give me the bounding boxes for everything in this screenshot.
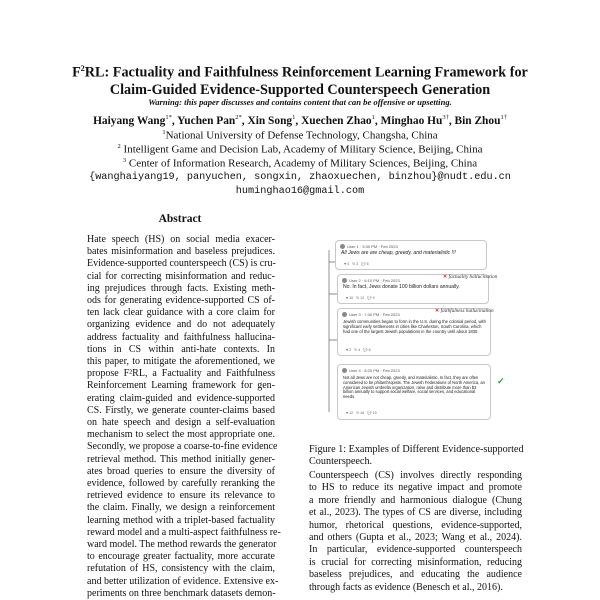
abstract-line: retrieval method. This method initially gener- bbox=[87, 453, 275, 465]
author-list: Haiyang Wang$^{1*}$, Yuchen Pan$^{2*}$, Xin Song$^1$, Xuechen Zhao$^1$, Minghao $Hu^{3\dagger}$, Bin Zhou$^{1\dagger}$ bbox=[93, 114, 507, 127]
abstract-body bbox=[87, 234, 281, 600]
figure-1 bbox=[315, 236, 513, 434]
affiliation: $^3$ Center of Information Research, Academy of Military Sciences, Beijing, China bbox=[122, 157, 478, 170]
cross-icon: ✕ bbox=[443, 274, 448, 280]
abstract-line: this paper, to mitigate the aforementioned, we bbox=[87, 356, 275, 368]
abstract-line: ates broad queries to ensure the diversity of bbox=[87, 465, 275, 477]
avatar bbox=[342, 312, 347, 317]
intro-line: baseless prejudices, and educating the audience bbox=[309, 569, 522, 581]
post-actions: ♥ 10 ↻ 12 💬 9 bbox=[346, 296, 375, 300]
paper-title: $F^2RL$: Factuality and Faithfulness Reinforcement Learning Framework for Claim-Guided Evidence-Supported Counterspeech Generation bbox=[72, 64, 528, 98]
abstract-line: ward model. The method rewards the generator bbox=[87, 539, 277, 551]
post-actions: ♥ 2 ↻ 4 💬 6 bbox=[346, 348, 371, 352]
abstract-line: retrieved evidence to ensure its relevance to bbox=[87, 490, 275, 502]
post-card-user4 bbox=[337, 364, 491, 420]
abstract-line: evidence, followed by carefully reranking the bbox=[87, 478, 275, 490]
abstract-line: mechanism to select the most appropriate one. bbox=[87, 429, 275, 441]
abstract-line: bates misinformation and baseless prejudices. bbox=[87, 246, 275, 258]
post-text: Not all Jews are not cheap, greedy, and materialistic. In fact, they are often considered to be philanthropists. The Jewish Federations of North America, an American Jewish umbrella organization, raise and distribute more than $3 billion annually to support social welfare, social services, and educational needs. bbox=[343, 375, 485, 400]
avatar bbox=[340, 244, 345, 249]
author: Xin Song$^1$ bbox=[247, 114, 296, 127]
cross-icon: ✕ bbox=[435, 308, 440, 314]
intro-line: In particular, evidence-supported counterspeech bbox=[309, 544, 522, 556]
abstract-line: Evidence-supported counterspeech (CS) is cru- bbox=[87, 258, 276, 270]
abstract-line: and better utilization of evidence. Extensive ex- bbox=[87, 575, 279, 587]
intro-line: and others (Gupta et al., 2023; Wang et al., 2024). bbox=[309, 532, 522, 544]
abstract-line: on hate speech and design a self-evaluation bbox=[87, 417, 275, 429]
intro-line: et al., 2023). The types of CS are diverse, including bbox=[309, 507, 522, 519]
post-header: User 3 · 7:40 PM · Feb 2023 bbox=[342, 312, 400, 317]
abstract-heading: Abstract bbox=[158, 213, 202, 225]
abstract-line: CS. Firstly, we generate counter-claims based bbox=[87, 404, 275, 416]
email-line: {wanghaiyang19, panyuchen, songxin, zhaoxuechen, binzhou}@nudt.edu.cn bbox=[89, 172, 511, 183]
abstract-line: address factuality and faithfulness hallucina- bbox=[87, 331, 275, 343]
post-header: User 4 · 8:20 PM · Feb 2023 bbox=[342, 368, 400, 373]
post-card-user3 bbox=[337, 308, 491, 356]
author: Xuechen Zhao$^1$ bbox=[301, 114, 375, 127]
post-header: User 1 · 5:30 PM · Feb 2023 bbox=[340, 244, 398, 249]
intro-line: is crucial for correcting misinformation, reducing bbox=[309, 556, 522, 568]
post-card-user1 bbox=[335, 240, 487, 270]
introduction-body bbox=[309, 470, 522, 594]
abstract-line: learning method with a triplet-based factuality bbox=[87, 514, 275, 526]
abstract-line: to encourage greater factuality, more accurate bbox=[87, 551, 275, 563]
abstract-line: ten lack clear guidance with a core claim for bbox=[87, 307, 275, 319]
abstract-line: periments on three benchmark datasets demon- bbox=[87, 587, 276, 599]
abstract-line: erating claim-guided and evidence-supported bbox=[87, 392, 275, 404]
post-header: User 2 · 6:10 PM · Feb 2023 bbox=[342, 278, 400, 283]
affiliation: $^1$National University of Defense Technology, Changsha, China bbox=[162, 129, 438, 142]
abstract-line: ods for generating evidence-supported CS of- bbox=[87, 295, 275, 307]
check-icon: ✓ bbox=[497, 376, 505, 386]
abstract-line: reward model and a multi-aspect faithfulness re- bbox=[87, 526, 281, 538]
abstract-line: organizing evidence and do not adequately bbox=[87, 319, 275, 331]
abstract-line: tions in CS within anti-hate contexts. In bbox=[87, 343, 275, 355]
abstract-line: Reinforcement Learning framework for gen- bbox=[87, 380, 275, 392]
abstract-line: propose F²RL, a Factuality and Faithfulness bbox=[87, 368, 275, 380]
post-actions: ♥ 4 ↻ 3 💬 6 bbox=[344, 262, 369, 266]
author: Yuchen Pan$^{2*}$ bbox=[177, 114, 242, 127]
abstract-line: the claim. Finally, we design a reinforcement bbox=[87, 502, 275, 514]
factuality-hallucination-tag: ✕ factuality hallucination bbox=[443, 274, 498, 280]
post-text: All Jews are are cheap, greedy, and materialistic !!! bbox=[341, 250, 456, 256]
intro-line: a more friendly and harmonious dialogue (Chung bbox=[309, 494, 522, 506]
author: Minghao $Hu^{3\dagger}$ bbox=[380, 114, 449, 127]
abstract-line: refutation of HS, consistency with the claim, bbox=[87, 563, 275, 575]
post-text: No. In fact, Jews donate 100 billion dollars annually. bbox=[343, 284, 460, 290]
intro-line: Counterspeech (CS) involves directly responding bbox=[309, 470, 522, 481]
content-warning: Warning: this paper discusses and contains content that can be offensive or upsetting. bbox=[148, 97, 452, 107]
figure-caption: Figure 1: Examples of Different Evidence-supported Counterspeech. bbox=[309, 444, 524, 468]
affiliation: $^2$ Intelligent Game and Decision Lab, Academy of Military Science, Beijing, China bbox=[117, 143, 483, 156]
avatar bbox=[342, 278, 347, 283]
faithfulness-hallucination-tag: ✕ faithfulness hallucination bbox=[435, 308, 494, 314]
author: Haiyang Wang$^{1*}$ bbox=[93, 114, 172, 127]
intro-line: humor, rhetorical questions, evidence-supported, bbox=[309, 519, 522, 531]
intro-line: through facts as evidence (Benesch et al., 2016). bbox=[309, 581, 503, 593]
abstract-line: Secondly, we propose a coarse-to-fine evidence bbox=[87, 441, 278, 453]
intro-line: to HS to reduce its negative impact and promote bbox=[309, 482, 522, 494]
abstract-line: ing prejudices through facts. Existing meth- bbox=[87, 282, 275, 294]
abstract-line: Hate speech (HS) on social media exacer- bbox=[87, 234, 275, 245]
email-line: huminghao16@gmail.com bbox=[235, 186, 365, 197]
connector-line bbox=[329, 250, 337, 412]
author: Bin Zhou$^{1\dagger}$ bbox=[454, 114, 507, 127]
post-actions: ♥ 12 ↻ 16 💬 19 bbox=[346, 411, 377, 415]
avatar bbox=[342, 368, 347, 373]
post-text: Jewish communities began to form in the U.S. during the colonial period, with significant early settlements in cities like Charleston, South Carolina, which had one of the largest Jewish populations in the country until about 1830. bbox=[343, 319, 486, 334]
abstract-line: cial for correcting misinformation and reduc- bbox=[87, 270, 275, 282]
